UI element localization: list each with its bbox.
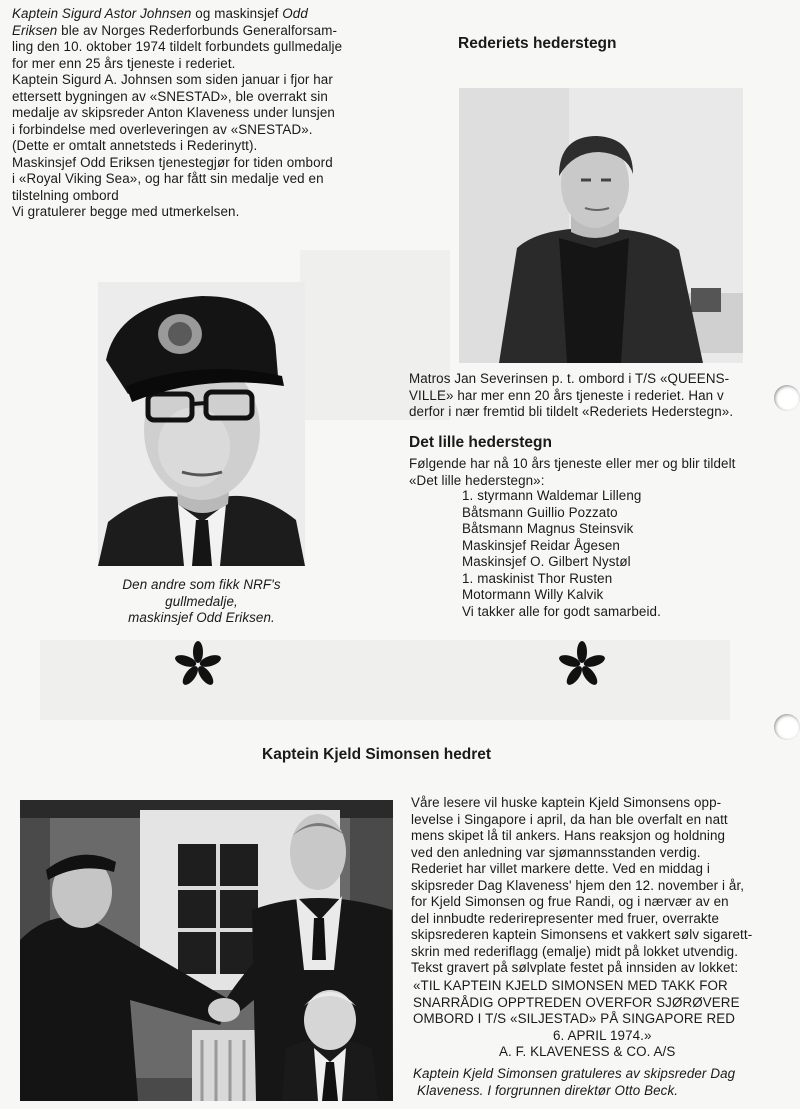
intro-line: for mer enn 25 års tjeneste i rederiet. xyxy=(12,55,236,71)
show-through-shadow xyxy=(40,640,730,720)
caption-line: Den andre som fikk NRF's xyxy=(122,577,281,592)
intro-text: og maskinsjef xyxy=(191,6,283,21)
list-item: Båtsmann Magnus Steinsvik xyxy=(462,521,634,536)
lille-intro-line: «Det lille hederstegn»: xyxy=(409,472,545,488)
caption-line: VILLE» har mer enn 20 års tjeneste i rederiet. Han v xyxy=(409,387,724,403)
list-item: Motormann Willy Kalvik xyxy=(462,587,604,602)
body-line: Rederiet har villet markere dette. Ved en middag i xyxy=(411,861,711,876)
caption-line: Klaveness. I forgrunnen direktør Otto Beck. xyxy=(417,1082,679,1098)
intro-italic: Odd xyxy=(282,6,308,21)
intro-italic: Kaptein Sigurd Astor Johnsen xyxy=(12,6,192,21)
lille-thanks: Vi takker alle for godt samarbeid. xyxy=(462,603,661,619)
intro-text: ble av Norges Rederforbunds Generalforsam- xyxy=(57,22,338,38)
intro-line: ettersett bygningen av «SNESTAD», ble overrakt sin xyxy=(12,88,328,104)
intro-line: tilstelning ombord xyxy=(12,187,119,203)
intro-line: Vi gratulerer begge med utmerkelsen. xyxy=(12,204,240,219)
body-line: for Kjeld Simonsen og frue Randi, og i nærvær av en xyxy=(411,894,729,909)
eriksen-portrait-photo xyxy=(98,282,305,566)
body-line: Våre lesere vil huske kaptein Kjeld Simonsens opp- xyxy=(411,795,722,810)
caption-line: derfor i nær fremtid bli tildelt «Rederiets Hederstegn». xyxy=(409,404,734,419)
body-line: ved den anledning var sjømannsstanden verdig. xyxy=(411,844,701,860)
engraving-text xyxy=(413,978,793,1061)
body-line: mens skipet lå til ankers. Hans reaksjon og holdning xyxy=(411,828,726,843)
flower-ornament-icon xyxy=(558,640,606,690)
list-item: 1. styrmann Waldemar Lilleng xyxy=(462,488,642,503)
caption-line: Kaptein Kjeld Simonsen gratuleres av skipsreder Dag xyxy=(413,1066,736,1081)
simonsen-caption xyxy=(413,1066,795,1099)
intro-line xyxy=(12,6,397,23)
body-line: Tekst gravert på sølvplate festet på innsiden av lokket: xyxy=(411,960,739,975)
body-line: skipsrederen kaptein Simonsens et vakkert sølv sigarett- xyxy=(411,927,753,942)
body-line: levelse i Singapore i april, da han ble overfalt en natt xyxy=(411,811,728,827)
lille-names-list xyxy=(462,488,782,620)
simonsen-heading: Kaptein Kjeld Simonsen hedret xyxy=(262,746,492,763)
caption-line: gullmedalje, xyxy=(165,593,238,609)
punch-hole xyxy=(774,714,800,740)
engraving-line: SNARRÅDIG OPPTREDEN OVERFOR SJØRØVERE xyxy=(413,994,740,1010)
lille-intro-line: Følgende har nå 10 års tjeneste eller mer og blir tildelt xyxy=(409,456,736,471)
intro-line: Maskinsjef Odd Eriksen tjenestegjør for tiden ombord xyxy=(12,154,333,170)
body-line: skipsreder Dag Klaveness' hjem den 12. november i år, xyxy=(411,877,745,893)
intro-paragraph xyxy=(12,6,397,221)
rederiets-heading: Rederiets hederstegn xyxy=(458,35,617,52)
flower-ornament-icon xyxy=(174,640,222,690)
intro-line: Kaptein Sigurd A. Johnsen som siden januar i fjor har xyxy=(12,72,333,87)
list-item: Båtsmann Guillio Pozzato xyxy=(462,504,618,520)
intro-line: i forbindelse med overleveringen av «SNESTAD». xyxy=(12,121,313,137)
engraving-line: OMBORD I T/S «SILJESTAD» PÅ SINGAPORE RED xyxy=(413,1011,736,1026)
caption-line: maskinsjef Odd Eriksen. xyxy=(128,610,275,625)
intro-line: ling den 10. oktober 1974 tildelt forbundets gullmedalje xyxy=(12,39,343,54)
engraving-date: 6. APRIL 1974.» xyxy=(553,1027,652,1043)
engraving-line: «TIL KAPTEIN KJELD SIMONSEN MED TAKK FOR xyxy=(413,978,728,993)
severinsen-caption xyxy=(409,371,793,421)
simonsen-handshake-photo xyxy=(20,800,393,1101)
body-line: skrin med rederiflagg (emalje) midt på lokket utvendig. xyxy=(411,943,739,959)
punch-hole xyxy=(774,385,800,411)
lille-intro xyxy=(409,456,793,489)
simonsen-body xyxy=(411,795,793,977)
eriksen-caption xyxy=(98,577,305,627)
list-item: Maskinsjef Reidar Ågesen xyxy=(462,537,620,553)
intro-line xyxy=(12,23,397,40)
intro-line: i «Royal Viking Sea», og har fått sin medalje ved en xyxy=(12,171,324,186)
severinsen-photo xyxy=(459,88,743,363)
intro-line: medalje av skipsreder Anton Klaveness under lunsjen xyxy=(12,105,335,120)
caption-line: Matros Jan Severinsen p. t. ombord i T/S «QUEENS- xyxy=(409,371,730,386)
engraving-signature: A. F. KLAVENESS & CO. A/S xyxy=(499,1044,676,1059)
body-line: del innbudte rederirepresenter med fruer, overrakte xyxy=(411,910,720,926)
list-item: Maskinsjef O. Gilbert Nystøl xyxy=(462,554,631,569)
intro-italic: Eriksen xyxy=(12,22,58,38)
list-item: 1. maskinist Thor Rusten xyxy=(462,570,613,586)
intro-line: (Dette er omtalt annetsteds i Rederinytt). xyxy=(12,138,258,153)
lille-heading: Det lille hederstegn xyxy=(409,434,552,451)
